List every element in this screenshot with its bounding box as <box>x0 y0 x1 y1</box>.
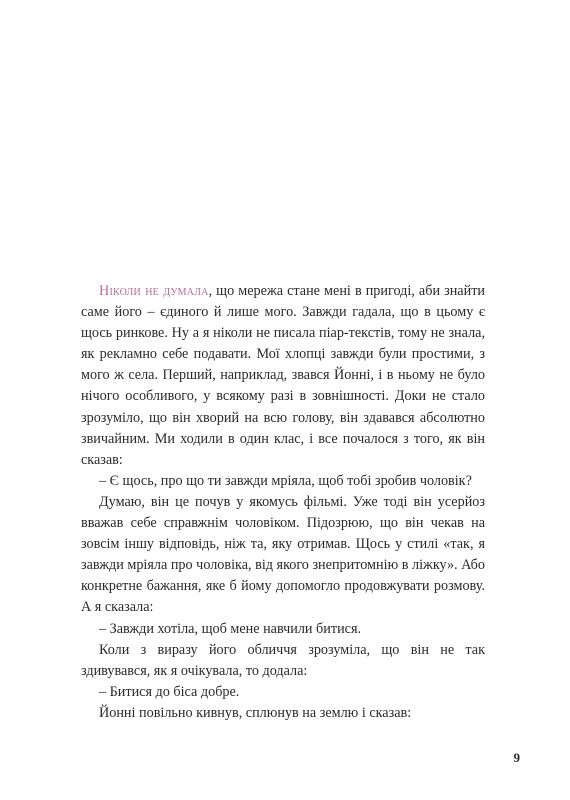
paragraph-1-text: , що мережа стане мені в пригоді, аби знайти саме його – єдиного й лише мого. Завжди гадала, що в цьому є щось ринкове. Ну а я ніколи не писала піар-текстів, тому не знала, як рекламно себе подавати. Мої хлопці завжди були простими, з мого ж села. Перший, наприклад, звався Йонні, і в ньому не було нічого особливого, у всякому разі в зовнішності. Доки не стало зрозуміло, що він хворий на всю голову, він здавався абсолютно звичайним. Ми ходили в один клас, і все почалося з того, як він сказав: <box>81 283 485 468</box>
lead-words: Ніколи не думала <box>99 283 209 299</box>
paragraph-3: Думаю, він це почув у якомусь фільмі. Уже тоді він усерйоз вважав себе справжнім чоловіком. Підозрюю, що він чекав на зовсім іншу відповідь, ніж та, яку отримав. Щось у стилі «так, я завжди мріяла про чоловіка, від якого знепритомнію в ліжку». Або конкретне бажання, яке б йому допомогло продовжувати розмову. А я сказала: <box>81 493 485 616</box>
paragraph-5: Коли з виразу його обличчя зрозуміла, що він не так здивувався, як я очікувала, то додала: <box>81 641 485 679</box>
paragraph-2: – Є щось, про що ти завжди мріяла, щоб тобі зробив чоловік? <box>99 472 472 489</box>
paragraph-1 <box>81 281 485 471</box>
paragraph-4: – Завжди хотіла, щоб мене навчили битися. <box>99 620 362 637</box>
paragraph-6: – Битися до біса добре. <box>99 683 240 700</box>
paragraph-7: Йонні повільно кивнув, сплюнув на землю і сказав: <box>99 704 412 721</box>
page-number: 9 <box>513 750 520 765</box>
body-text <box>81 281 485 724</box>
